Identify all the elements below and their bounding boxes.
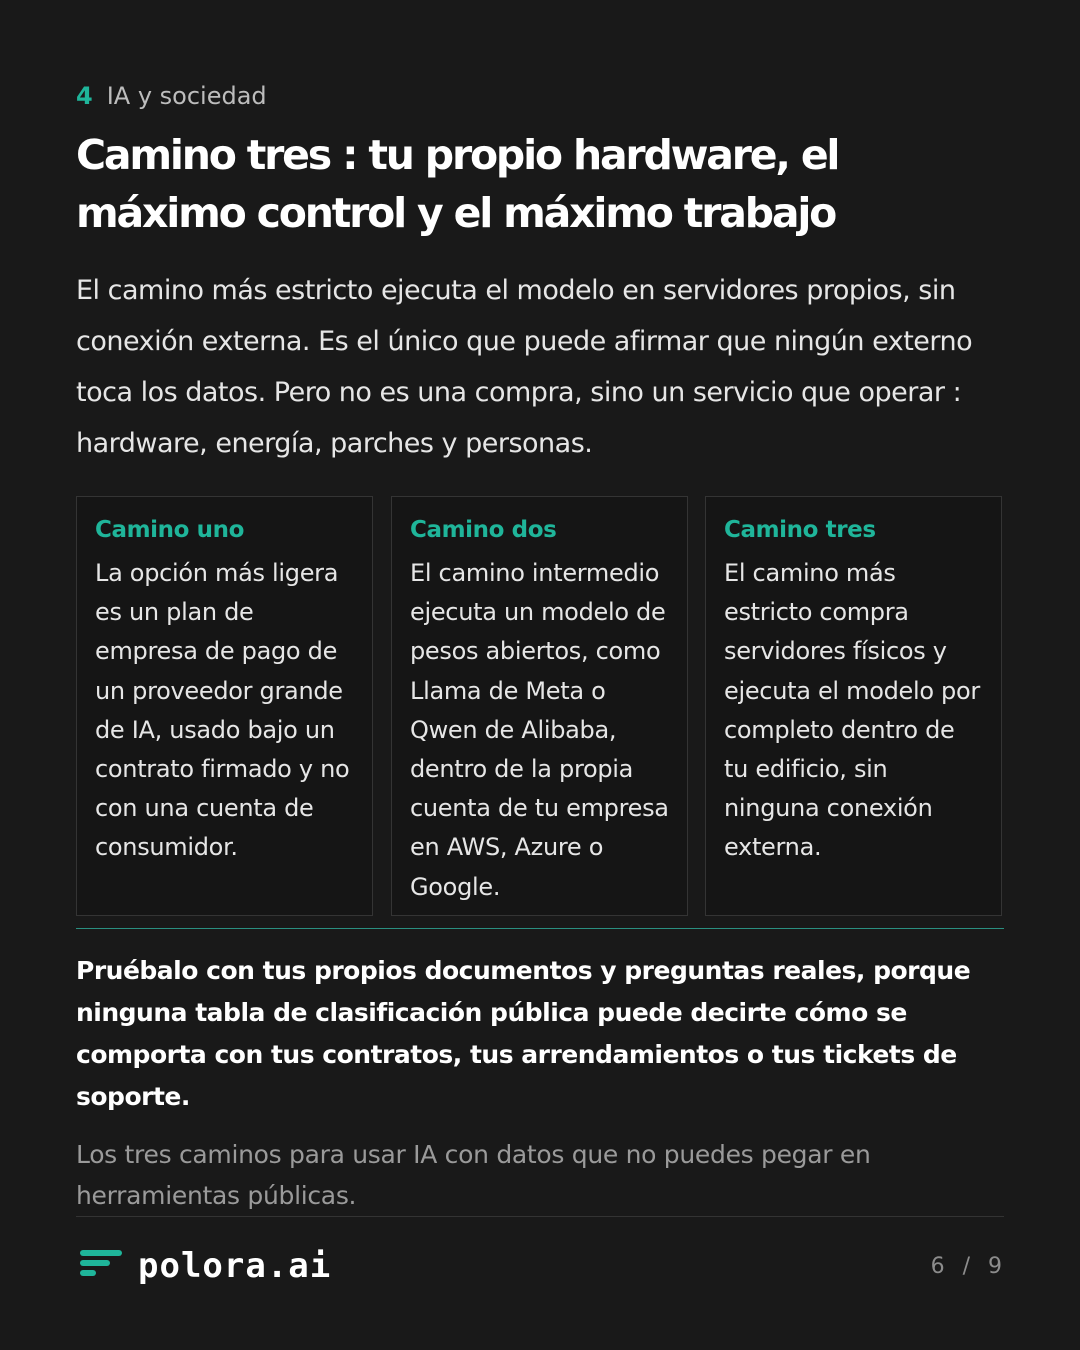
callout-text: Pruébalo con tus propios documentos y preguntas reales, porque ninguna tabla de clasificación pública puede decirte cómo se comporta con tus contratos, tus arrendamientos o tus tickets de soporte. [76, 956, 971, 1111]
footer-divider [76, 1216, 1004, 1217]
card-title: Camino tres [724, 517, 876, 543]
card-text: El camino intermedio ejecuta un modelo de pesos abiertos, como Llama de Meta o Qwen de Alibaba, dentro de la propia cuenta de tu empresa en AWS, Azure o Google. [410, 559, 669, 901]
caption-text: Los tres caminos para usar IA con datos que no puedes pegar en herramientas públicas. [76, 1140, 871, 1210]
section-name: IA y sociedad [106, 82, 267, 110]
card-text: El camino más estricto compra servidores físicos y ejecuta el modelo por completo dentro de tu edificio, sin ninguna conexión externa. [724, 559, 980, 862]
card-text: La opción más ligera es un plan de empresa de pago de un proveedor grande de IA, usado bajo un contrato firmado y no con una cuenta de consumidor. [95, 559, 350, 862]
brand-name: polora.ai [138, 1246, 332, 1286]
slide [76, 0, 1004, 1350]
section-header [76, 80, 267, 112]
polora-lines-icon [80, 1250, 126, 1278]
page-total: 9 [988, 1254, 1002, 1279]
card-camino-dos [391, 496, 688, 916]
accent-divider [76, 928, 1004, 929]
page-title: Camino tres : tu propio hardware, el máximo control y el máximo trabajo [76, 131, 839, 237]
intro-paragraph: El camino más estricto ejecuta el modelo en servidores propios, sin conexión externa. Es el único que puede afirmar que ningún externo toca los datos. Pero no es una compra, sino un servicio que operar : hardware, energía, parches y personas. [76, 275, 973, 459]
page-separator: / [962, 1254, 970, 1279]
page-current: 6 [930, 1254, 945, 1279]
card-camino-uno [76, 496, 373, 916]
section-number: 4 [76, 82, 93, 110]
card-title: Camino uno [95, 517, 244, 543]
card-camino-tres [705, 496, 1002, 916]
footer [76, 1240, 1004, 1296]
path-cards [76, 496, 1004, 918]
card-title: Camino dos [410, 517, 557, 543]
page-indicator [931, 1252, 1002, 1282]
